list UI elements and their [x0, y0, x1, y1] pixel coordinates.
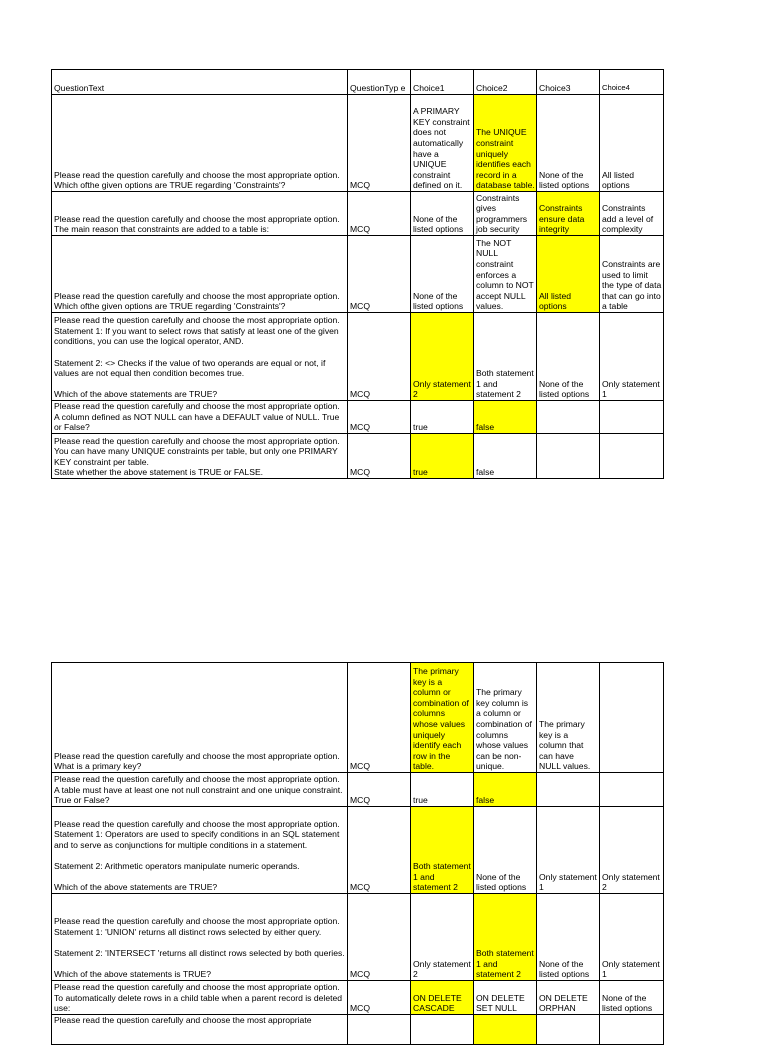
question-text: Please read the question carefully and choose the most appropriate option. Which ofthe given options are TRUE regarding 'Constraints'?	[52, 95, 348, 192]
choice3	[537, 434, 600, 479]
question-type: MCQ	[348, 773, 411, 807]
question-text: Please read the question carefully and choose the most appropriate	[52, 1015, 348, 1045]
choice2: ON DELETE SET NULL	[474, 981, 537, 1015]
header-row	[52, 70, 664, 95]
choice4: All listed options	[600, 95, 664, 192]
choice4	[600, 401, 664, 434]
table-row	[52, 1015, 664, 1045]
question-type: MCQ	[348, 313, 411, 401]
question-text: Please read the question carefully and choose the most appropriate option. You can have many UNIQUE constraints per table, but only one PRIMARY KEY constraint per table. State whether the above statement is TRUE or FALSE.	[52, 434, 348, 479]
table-row	[52, 313, 664, 401]
choice2: None of the listed options	[474, 807, 537, 894]
choice4: Constraints add a level of complexity	[600, 192, 664, 236]
question-type: MCQ	[348, 894, 411, 981]
table-row	[52, 95, 664, 192]
question-type	[348, 1015, 411, 1045]
choice3: Only statement 1	[537, 807, 600, 894]
choice2: The NOT NULL constraint enforces a column to NOT accept NULL values.	[474, 236, 537, 313]
choice4: Constraints are used to limit the type of data that can go into a table	[600, 236, 664, 313]
question-type: MCQ	[348, 95, 411, 192]
question-type: MCQ	[348, 981, 411, 1015]
choice1: true	[411, 401, 474, 434]
question-text: Please read the question carefully and choose the most appropriate option. To automatically delete rows in a child table when a parent record is deleted use:	[52, 981, 348, 1015]
table-row	[52, 192, 664, 236]
choice3: None of the listed options	[537, 313, 600, 401]
table-row	[52, 663, 664, 773]
header-question-type: QuestionTyp e	[348, 70, 411, 95]
question-text: Please read the question carefully and choose the most appropriate option. A table must have at least one not null constraint and one unique constraint. True or False?	[52, 773, 348, 807]
question-text: Please read the question carefully and choose the most appropriate option. The main reason that constraints are added to a table is:	[52, 192, 348, 236]
choice2-correct: The UNIQUE constraint uniquely identifies each record in a database table.	[474, 95, 537, 192]
choice2-correct: Both statement 1 and statement 2	[474, 894, 537, 981]
table-row	[52, 894, 664, 981]
choice1	[411, 1015, 474, 1045]
choice2-correct: false	[474, 401, 537, 434]
header-choice4: Choice4	[600, 70, 664, 95]
choice4: Only statement 1	[600, 313, 664, 401]
choice1-correct: true	[411, 434, 474, 479]
choice4: None of the listed options	[600, 981, 664, 1015]
question-type: MCQ	[348, 434, 411, 479]
table-row	[52, 434, 664, 479]
choice3	[537, 401, 600, 434]
question-table-2	[51, 662, 664, 1045]
choice1-correct: ON DELETE CASCADE	[411, 981, 474, 1015]
table-row	[52, 807, 664, 894]
question-text: Please read the question carefully and choose the most appropriate option. Which ofthe given options are TRUE regarding 'Constraints'?	[52, 236, 348, 313]
choice1: None of the listed options	[411, 236, 474, 313]
question-type: MCQ	[348, 401, 411, 434]
header-question-text: QuestionText	[52, 70, 348, 95]
choice4: Only statement 2	[600, 807, 664, 894]
choice2: Both statement 1 and statement 2	[474, 313, 537, 401]
table-row	[52, 773, 664, 807]
choice4	[600, 773, 664, 807]
choice3: None of the listed options	[537, 894, 600, 981]
choice3: None of the listed options	[537, 95, 600, 192]
question-text: Please read the question carefully and choose the most appropriate option. Statement 1: 'UNION' returns all distinct rows selected by either query. Statement 2: 'INTERSECT 'returns all distinct rows selected by both queries. Which of the above statements is TRUE?	[52, 894, 348, 981]
choice1: Only statement 2	[411, 894, 474, 981]
question-type: MCQ	[348, 807, 411, 894]
choice2: false	[474, 434, 537, 479]
table-row	[52, 401, 664, 434]
choice3	[537, 1015, 600, 1045]
choice2: Constraints gives programmers job security	[474, 192, 537, 236]
table-row	[52, 236, 664, 313]
choice1-correct: Both statement 1 and statement 2	[411, 807, 474, 894]
header-choice2: Choice2	[474, 70, 537, 95]
question-type: MCQ	[348, 192, 411, 236]
question-table-1	[51, 69, 664, 479]
choice2-correct: false	[474, 773, 537, 807]
choice4	[600, 434, 664, 479]
choice3-correct: All listed options	[537, 236, 600, 313]
choice1: true	[411, 773, 474, 807]
choice4	[600, 1015, 664, 1045]
header-choice3: Choice3	[537, 70, 600, 95]
choice3: The primary key is a column that can have NULL values.	[537, 663, 600, 773]
question-text: Please read the question carefully and choose the most appropriate option. What is a primary key?	[52, 663, 348, 773]
choice1: A PRIMARY KEY constraint does not automatically have a UNIQUE constraint defined on it.	[411, 95, 474, 192]
choice4	[600, 663, 664, 773]
choice2: The primary key column is a column or combination of columns whose values can be non-unique.	[474, 663, 537, 773]
choice4: Only statement 1	[600, 894, 664, 981]
choice3	[537, 773, 600, 807]
header-choice1: Choice1	[411, 70, 474, 95]
choice1-correct: The primary key is a column or combination of columns whose values uniquely identify each row in the table.	[411, 663, 474, 773]
question-text: Please read the question carefully and choose the most appropriate option. Statement 1: If you want to select rows that satisfy at least one of the given conditions, you can use the logical operator, AND. Statement 2: <> Checks if the value of two operands are equal or not, if values are not equal then condition becomes true. Which of the above statements are TRUE?	[52, 313, 348, 401]
question-text: Please read the question carefully and choose the most appropriate option. A column defined as NOT NULL can have a DEFAULT value of NULL. True or False?	[52, 401, 348, 434]
table-row	[52, 981, 664, 1015]
choice3: ON DELETE ORPHAN	[537, 981, 600, 1015]
choice2-correct	[474, 1015, 537, 1045]
choice1-correct: Only statement 2	[411, 313, 474, 401]
question-type: MCQ	[348, 663, 411, 773]
question-text: Please read the question carefully and choose the most appropriate option. Statement 1: Operators are used to specify conditions in an SQL statement and to serve as conjunctions for multiple conditions in a statement. Statement 2: Arithmetic operators manipulate numeric operands. Which of the above statements are TRUE?	[52, 807, 348, 894]
choice1: None of the listed options	[411, 192, 474, 236]
question-type: MCQ	[348, 236, 411, 313]
choice3-correct: Constraints ensure data integrity	[537, 192, 600, 236]
